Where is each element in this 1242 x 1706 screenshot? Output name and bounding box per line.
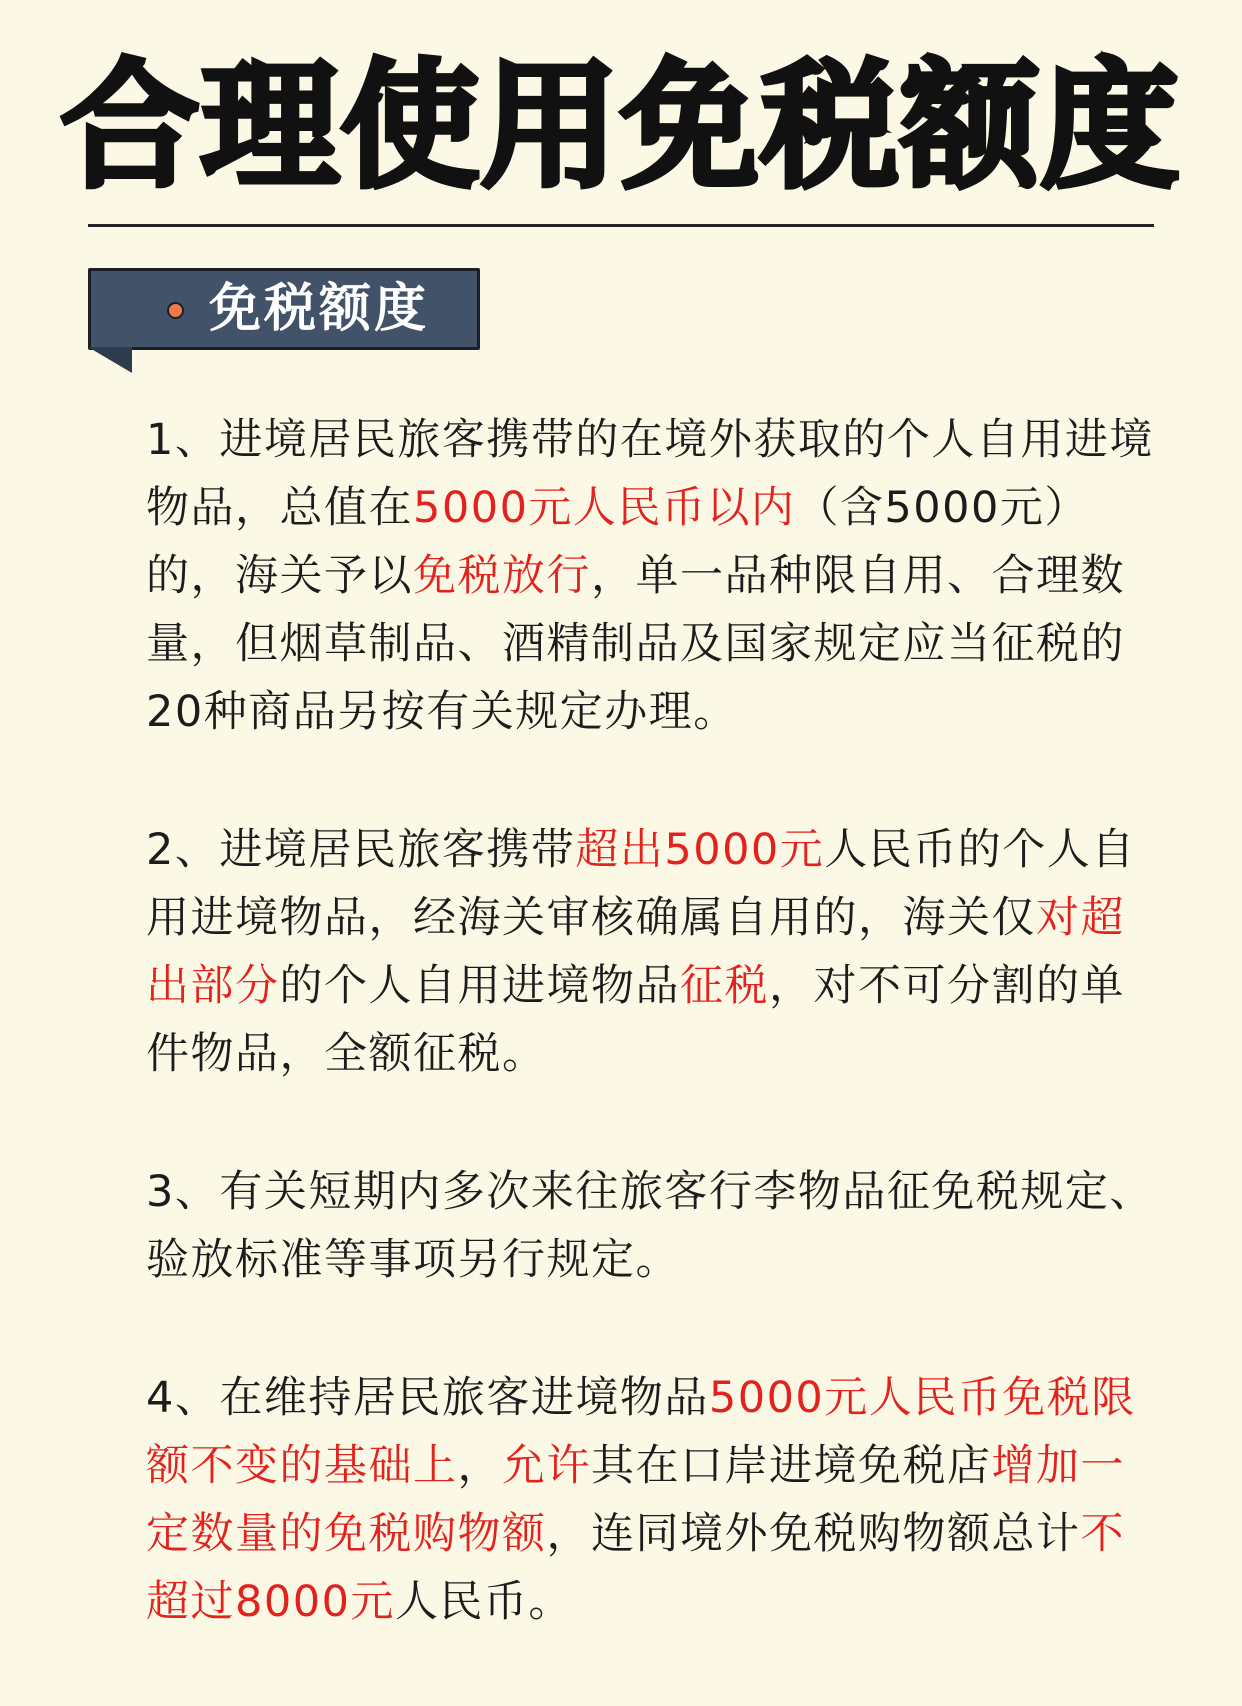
paragraph-text: 其在口岸进境免税店 xyxy=(591,1441,992,1491)
paragraph-text: 3、有关短期内多次来往旅客行李物品征免税规定、验放标准等事项另行规定。 xyxy=(146,1167,1154,1285)
paragraph-text: 2、进境居民旅客携带 xyxy=(146,825,576,875)
paragraph-4 xyxy=(146,1364,1156,1636)
highlight-text: 增加一定数量的免税购物额 xyxy=(146,1441,1125,1559)
paragraph-text: 4、在维持居民旅客进境物品 xyxy=(146,1373,709,1423)
paragraph-text: ，单一品种限自用、合理数量，但烟草制品、酒精制品及国家规定应当征税的20种商品另按有关规定办理。 xyxy=(146,551,1125,737)
paragraph-3 xyxy=(146,1158,1156,1294)
bullet-dot-icon xyxy=(167,302,184,319)
paragraph-text: 人民币。 xyxy=(394,1577,573,1627)
highlight-text: 5000元人民币以内 xyxy=(413,483,796,533)
paragraph-text: 的个人自用进境物品 xyxy=(279,961,680,1011)
highlight-text: 征税 xyxy=(680,961,769,1011)
tag-fold-corner xyxy=(88,347,132,373)
paragraph-text: ，对不可分割的单件物品，全额征税。 xyxy=(146,961,1125,1079)
section-tag-label: 免税额度 xyxy=(209,279,430,339)
paragraph-text: ，连同境外免税购物额总计 xyxy=(546,1509,1081,1559)
paragraph-text: ， xyxy=(457,1441,502,1491)
paragraph-1 xyxy=(146,406,1156,746)
section-tag xyxy=(88,268,480,350)
paragraph-text: 人民币的个人自用进境物品，经海关审核确属自用的，海关仅 xyxy=(146,825,1136,943)
paragraph-2 xyxy=(146,816,1156,1088)
paragraph-text: （含5000元）的，海关予以 xyxy=(146,483,1089,601)
paragraph-text: 1、进境居民旅客携带的在境外获取的个人自用进境物品，总值在 xyxy=(146,415,1154,533)
title-divider xyxy=(88,224,1154,227)
highlight-text: 超出5000元 xyxy=(575,825,825,875)
content-body xyxy=(146,406,1156,1706)
highlight-text: 免税放行 xyxy=(413,551,591,601)
highlight-text: 允许 xyxy=(502,1441,591,1491)
highlight-text: 不超过8000元 xyxy=(146,1509,1125,1627)
highlight-text: 对超出部分 xyxy=(146,893,1125,1011)
highlight-text: 5000元人民币免税限额不变的基础上 xyxy=(146,1373,1136,1491)
page-title: 合理使用免税额度 xyxy=(60,46,1181,207)
